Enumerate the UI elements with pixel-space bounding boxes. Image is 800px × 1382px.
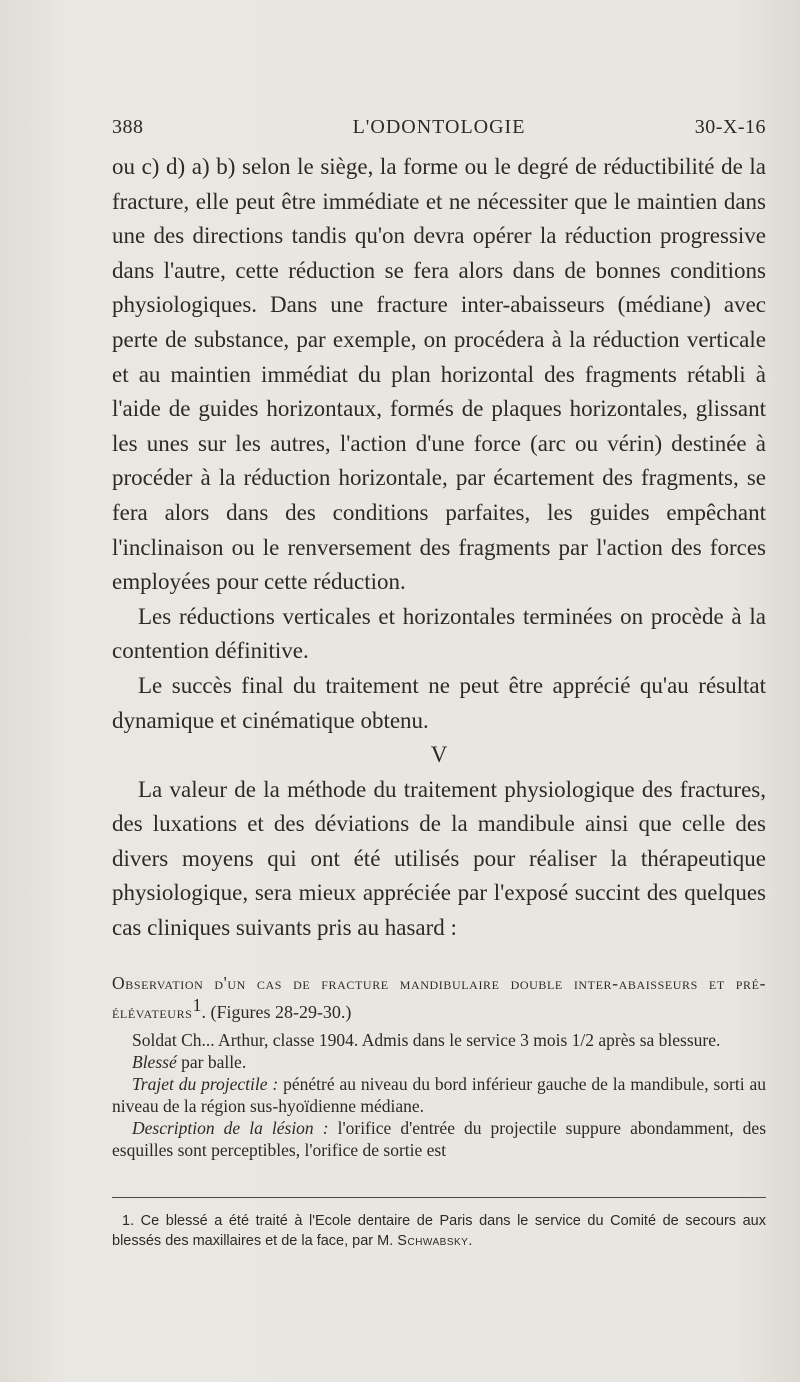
lesion-text: l'orifice d'entrée du projectile suppure abondamment, des esquilles sont perceptibles, l'orifice de sortie est (112, 1117, 766, 1160)
paragraph-2: Les réductions verticales et horizontales terminées on procède à la contention définitive. (112, 603, 766, 664)
figures-reference: . (Figures 28-29-30.) (201, 1001, 352, 1022)
wound-text: par balle. (176, 1051, 247, 1072)
footnote-marker: 1 (192, 995, 202, 1015)
clinical-observation (112, 972, 766, 1161)
issue-date: 30-X-16 (694, 116, 766, 138)
footnote-divider (112, 1197, 766, 1198)
wound-label: Blessé (132, 1051, 177, 1072)
footnote-text: Ce blessé a été traité à l'Ecole dentaire de Paris dans le service du Comité de secours aux blessés des maxillaires et de la face, par M. (112, 1213, 766, 1249)
paragraph-3: Le succès final du traitement ne peut être apprécié qu'au résultat dynamique et cinématique obtenu. (112, 672, 766, 733)
trajectory-text: pénétré au niveau du bord inférieur gauche de la mandibule, sorti au niveau de la région sus-hyoïdienne médiane. (112, 1073, 766, 1116)
lesion-label: Description de la lésion : (132, 1117, 329, 1138)
trajectory-label: Trajet du projectile : (132, 1073, 279, 1094)
journal-title: L'ODONTOLOGIE (352, 116, 526, 138)
footnote-end: . (468, 1233, 473, 1249)
trajectory-line (112, 1073, 766, 1117)
section-number: V (430, 742, 448, 768)
lesion-line (112, 1117, 766, 1161)
paragraph-1: ou c) d) a) b) selon le siège, la forme ou le degré de réductibilité de la fracture, elle peut être immédiate et ne nécessiter que le maintien dans une des directions tandis qu'on devra opérer la réduction progressive dans l'autre, cette réduction se fera alors dans de bonnes conditions physiologiques. Dans une fracture inter-abaisseurs (médiane) avec perte de substance, par exemple, on procédera à la réduction verticale et au maintien immédiat du plan horizontal des fragments rétabli à l'aide de guides horizontaux, formés de plaques horizontales, glissant les unes sur les autres, l'action d'une force (arc ou vérin) destinée à procéder à la réduction horizontale, par écartement des fragments, se fera alors dans des conditions parfaites, les guides empêchant l'inclinaison ou le renversement des fragments par l'action des forces employées pour cette réduction. (112, 154, 766, 595)
page-number: 388 (112, 116, 144, 138)
patient-line: Soldat Ch... Arthur, classe 1904. Admis dans le service 3 mois 1/2 après sa blessure. (132, 1029, 721, 1050)
paragraph-4: La valeur de la méthode du traitement physiologique des fractures, des luxations et des déviations de la mandibule ainsi que celle des divers moyens qui ont été utilisés pour réaliser la thérapeutique physiologique, sera mieux appréciée par l'exposé succint des quelques cas cliniques suivants pris au hasard : (112, 776, 766, 941)
footnote-author: Schwabsky (397, 1233, 469, 1249)
observation-title: Observation d'un cas de fracture mandibulaire double inter-abaisseurs et pré-élévateurs (112, 973, 766, 1022)
footnote-number: 1. (122, 1213, 135, 1229)
wound-line (112, 1051, 766, 1073)
main-text (112, 150, 766, 946)
observation-heading (112, 972, 766, 1023)
footnote (112, 1211, 766, 1251)
